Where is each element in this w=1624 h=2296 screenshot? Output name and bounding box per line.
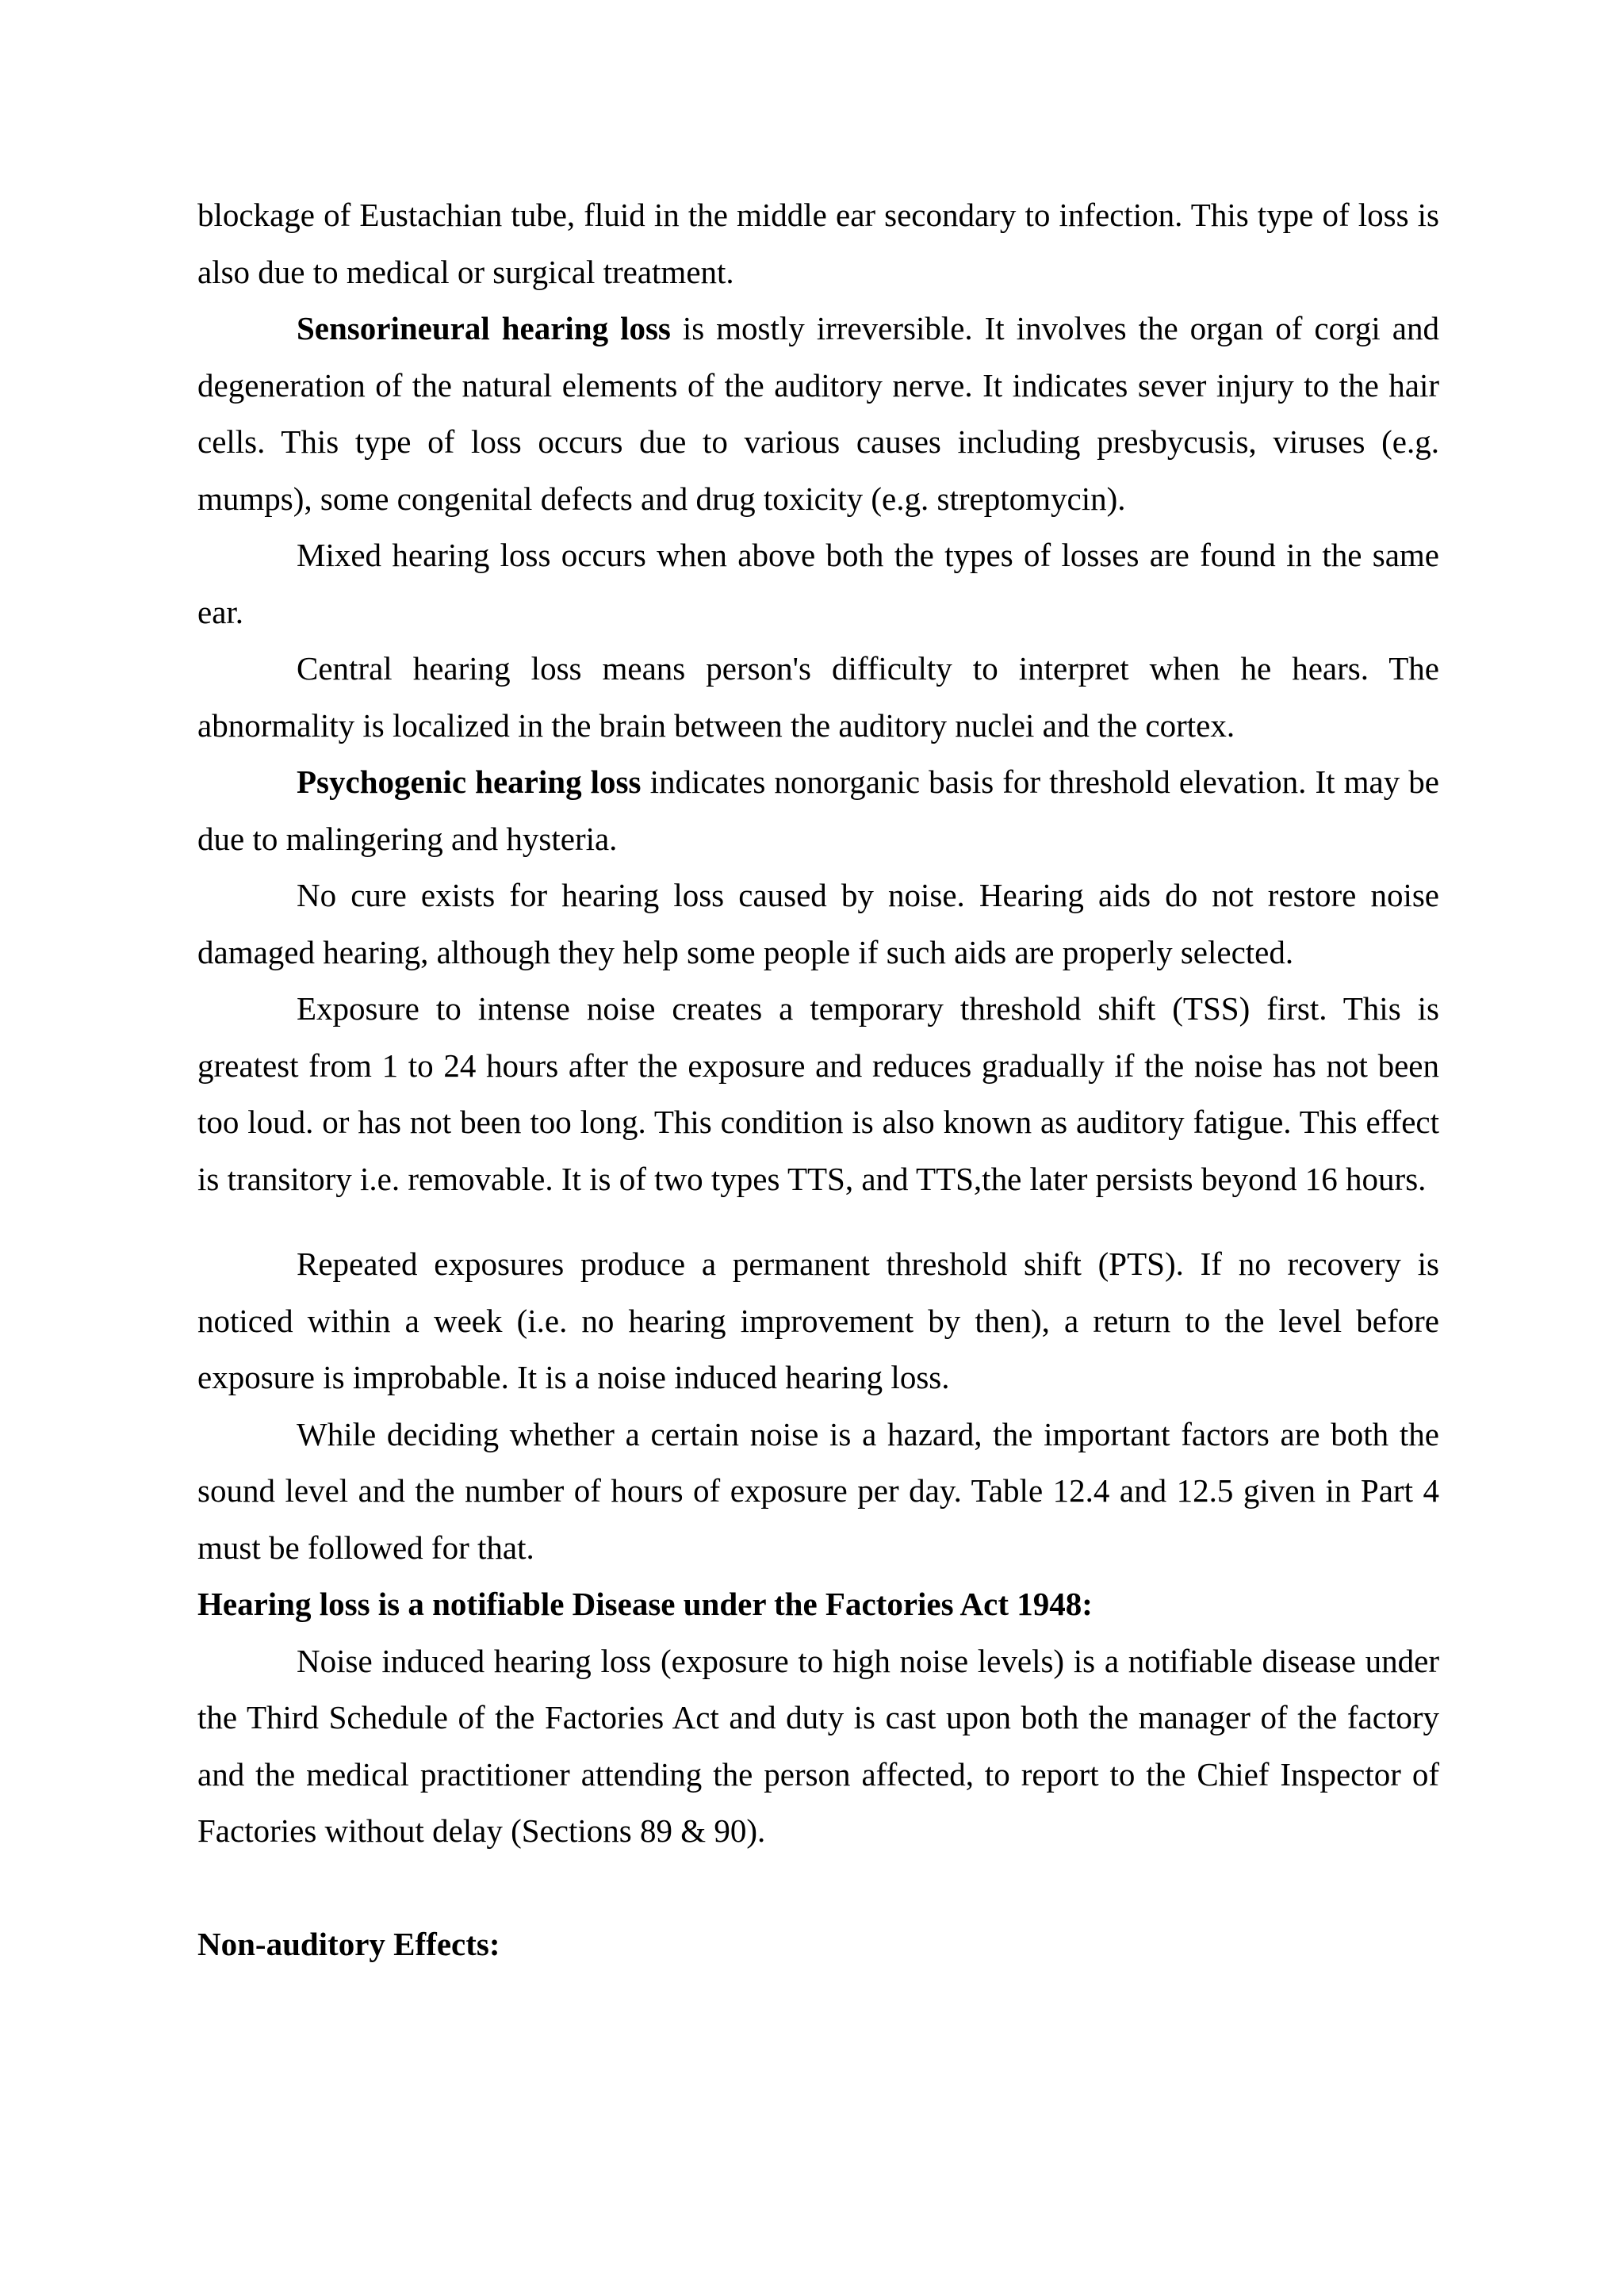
paragraph-temporary-shift [197,981,1439,1207]
heading-notifiable-disease: Hearing loss is a notifiable Disease under the Factories Act 1948: [197,1586,1093,1622]
paragraph-text: Central hearing loss means person's difficulty to interpret when he hears. The abnormality is localized in the brain between the auditory nuclei and the cortex. [197,650,1439,744]
paragraph-text: While deciding whether a certain noise is a hazard, the important factors are both the sound level and the number of hours of exposure per day. Table 12.4 and 12.5 given in Part 4 must be followed for that. [197,1415,1439,1566]
term-sensorineural: Sensorineural hearing loss [297,310,671,346]
heading-non-auditory-effects: Non-auditory Effects: [197,1925,500,1962]
paragraph-hazard-factors [197,1406,1439,1577]
paragraph-psychogenic [197,754,1439,867]
paragraph-mixed [197,527,1439,641]
paragraph-central [197,641,1439,754]
paragraph-notifiable [197,1633,1439,1860]
paragraph-text: No cure exists for hearing loss caused by noise. Hearing aids do not restore noise damaged hearing, although they help some people if such aids are properly selected. [197,877,1439,970]
paragraph-text: Repeated exposures produce a permanent threshold shift (PTS). If no recovery is noticed within a week (i.e. no hearing improvement by then), a return to the level before exposure is improbable. It is a noise induced hearing loss. [197,1246,1439,1395]
paragraph-conductive-continued [197,187,1439,300]
paragraph-text: blockage of Eustachian tube, fluid in the middle ear secondary to infection. This type of loss is also due to medical or surgical treatment. [197,197,1439,290]
paragraph-sensorineural [197,300,1439,527]
paragraph-text: Noise induced hearing loss (exposure to high noise levels) is a notifiable disease under the Third Schedule of the Factories Act and duty is cast upon both the manager of the factory and the medical practitioner attending the person affected, to report to the Chief Inspector of Factories without delay (Sections 89 & 90). [197,1642,1439,1849]
term-psychogenic: Psychogenic hearing loss [297,763,642,800]
paragraph-permanent-shift [197,1236,1439,1406]
paragraph-no-cure [197,867,1439,981]
paragraph-text: Mixed hearing loss occurs when above both the types of losses are found in the same ear. [197,537,1439,630]
paragraph-text: is mostly irreversible. It involves the organ of corgi and degeneration of the natural elements of the auditory nerve. It indicates sever injury to the hair cells. This type of loss occurs due to various causes including presbycusis, viruses (e.g. mumps), some congenital defects and drug toxicity (e.g. streptomycin). [197,310,1439,517]
paragraph-text: indicates nonorganic basis for threshold elevation. It may be due to malingering and hysteria. [197,763,1439,857]
document-body [197,187,1439,1973]
paragraph-text: Exposure to intense noise creates a temporary threshold shift (TSS) first. This is greatest from 1 to 24 hours after the exposure and reduces gradually if the noise has not been too loud. or has not been too long. This condition is also known as auditory fatigue. This effect is transitory i.e. removable. It is of two types TTS, and TTS,the later persists beyond 16 hours. [197,990,1439,1197]
